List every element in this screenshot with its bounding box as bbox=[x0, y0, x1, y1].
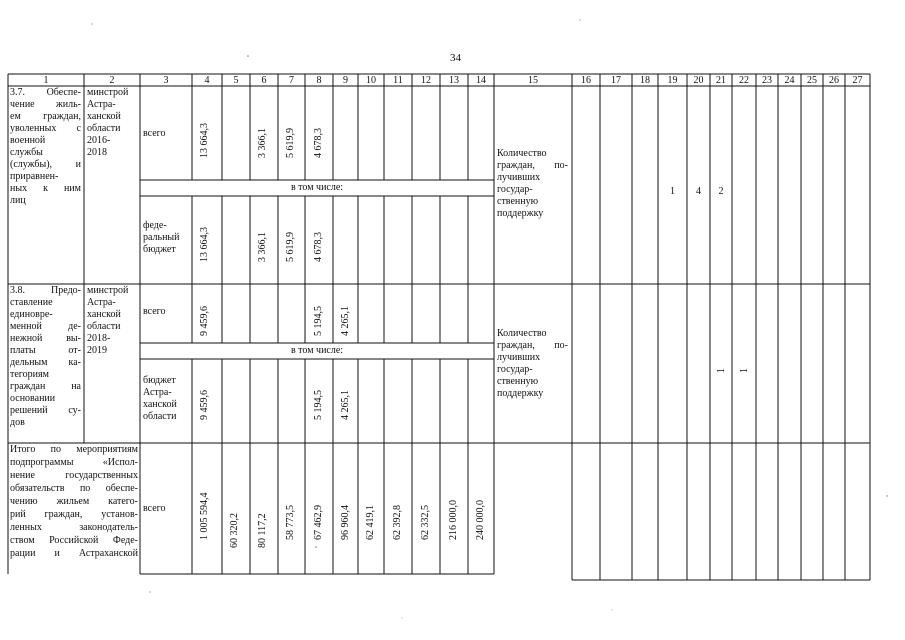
header-cell: 4 bbox=[204, 75, 210, 86]
value-cell: 4 265,1 bbox=[340, 390, 351, 420]
header-cell: 10 bbox=[366, 75, 376, 86]
value-cell: 9 459,6 bbox=[199, 390, 210, 420]
header-cell: 18 bbox=[640, 75, 650, 86]
value-cell: 67 462,9 bbox=[313, 505, 324, 540]
header-cell: 6 bbox=[261, 75, 267, 86]
header-cell: 12 bbox=[421, 75, 431, 86]
value-cell: 80 117,2 bbox=[257, 513, 268, 548]
value-cell: 4 678,3 bbox=[313, 232, 324, 262]
value-cell: 62 419,1 bbox=[365, 505, 376, 540]
header-cell: 22 bbox=[739, 75, 749, 86]
header-cell: 26 bbox=[829, 75, 839, 86]
row-label: всего bbox=[143, 128, 166, 139]
value-cell: 13 664,3 bbox=[199, 227, 210, 262]
header-cell: 14 bbox=[476, 75, 486, 86]
value-cell: 4 265,1 bbox=[340, 306, 351, 336]
header-cell: 17 bbox=[611, 75, 621, 86]
value-cell: 58 773,5 bbox=[285, 505, 296, 540]
header-cell: 1 bbox=[43, 75, 49, 86]
header-cell: 19 bbox=[667, 75, 678, 86]
row-label: всего bbox=[143, 503, 166, 514]
target-value: 1 bbox=[739, 368, 750, 373]
header-cell: 13 bbox=[449, 75, 459, 86]
value-cell: 5 194,5 bbox=[313, 390, 324, 420]
target-value: 1 bbox=[670, 186, 675, 197]
target-value: 1 bbox=[716, 368, 727, 373]
value-cell: 62 392,8 bbox=[392, 505, 403, 540]
value-cell: 13 664,3 bbox=[199, 123, 210, 158]
value-cell: 4 678,3 bbox=[313, 128, 324, 158]
header-cell: 16 bbox=[581, 75, 591, 86]
header-cell: 23 bbox=[762, 75, 772, 86]
value-cell: 1 005 594,4 bbox=[199, 492, 210, 540]
header-cell: 11 bbox=[393, 75, 403, 86]
value-cell: 96 960,4 bbox=[340, 505, 351, 540]
header-cell: 27 bbox=[852, 75, 863, 86]
header-cell: 21 bbox=[716, 75, 726, 86]
header-cell: 2 bbox=[109, 75, 115, 86]
header-cell: 8 bbox=[316, 75, 322, 86]
header-cell: 24 bbox=[784, 75, 795, 86]
header-cell: 15 bbox=[528, 75, 538, 86]
value-cell: 5 194,5 bbox=[313, 306, 324, 336]
value-cell: 5 619,9 bbox=[285, 232, 296, 262]
row-label: всего bbox=[143, 306, 166, 317]
value-cell: 9 459,6 bbox=[199, 306, 210, 336]
value-cell: 3 366,1 bbox=[257, 128, 268, 158]
target-value: 4 bbox=[696, 186, 701, 197]
header-cell: 20 bbox=[693, 75, 704, 86]
target-value: 2 bbox=[718, 186, 724, 197]
header-cell: 3 bbox=[163, 75, 169, 86]
header-cell: 9 bbox=[343, 75, 348, 86]
header-cell: 25 bbox=[807, 75, 817, 86]
value-cell: 60 320,2 bbox=[229, 513, 240, 548]
value-cell: 240 000,0 bbox=[475, 500, 486, 540]
page-number: 34 bbox=[450, 52, 461, 64]
value-cell: 62 332,5 bbox=[420, 505, 431, 540]
incl-label: в том числе: bbox=[290, 182, 344, 193]
incl-label: в том числе: bbox=[290, 345, 344, 356]
value-cell: 3 366,1 bbox=[257, 232, 268, 262]
header-cell: 5 bbox=[233, 75, 239, 86]
value-cell: 5 619,9 bbox=[285, 128, 296, 158]
value-cell: 216 000,0 bbox=[448, 500, 459, 540]
header-cell: 7 bbox=[289, 75, 294, 86]
